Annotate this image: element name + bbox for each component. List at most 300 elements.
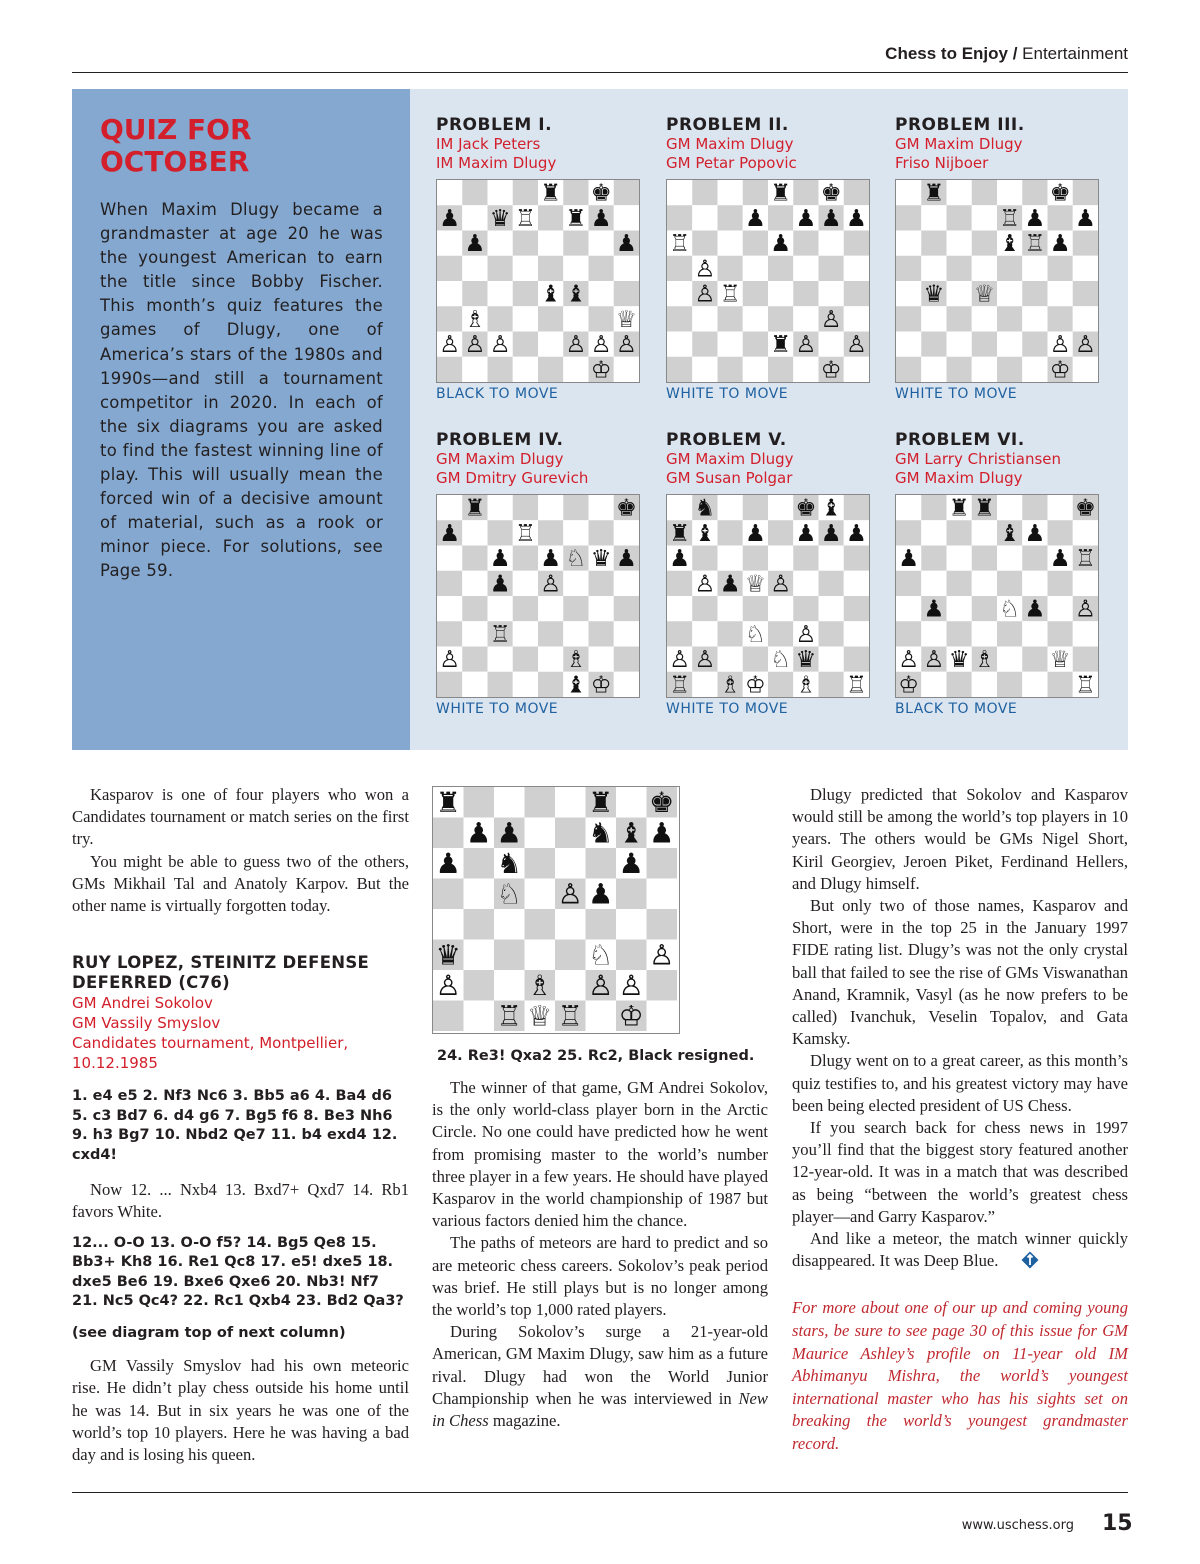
problem-1 [436, 115, 656, 173]
col2-paragraph-3 [432, 1321, 768, 1432]
black-p-piece-icon: ♟ [439, 204, 461, 232]
white-r-piece-icon: ♖ [496, 999, 522, 1031]
board-square [692, 231, 717, 256]
white-p-piece-icon: ♙ [649, 938, 675, 972]
board-square [718, 495, 743, 520]
board-square [997, 281, 1022, 306]
board-square [844, 571, 869, 596]
board-square [488, 256, 513, 281]
black-q-piece-icon: ♛ [489, 204, 511, 232]
black-b-piece-icon: ♝ [694, 519, 716, 547]
black-p-piece-icon: ♟ [719, 570, 741, 598]
board-square [972, 231, 997, 256]
problem-black-player: GM Dmitry Gurevich [436, 469, 589, 487]
board-square [921, 672, 946, 697]
black-r-piece-icon: ♜ [948, 495, 970, 522]
side-to-move: BLACK TO MOVE [895, 701, 1018, 717]
column-1 [72, 784, 409, 1466]
white-q-piece-icon: ♕ [1049, 646, 1071, 674]
board-square [563, 621, 588, 646]
white-r-piece-icon: ♖ [514, 519, 536, 547]
problem-6 [895, 430, 1115, 488]
footer-rule [72, 1492, 1128, 1493]
white-p-piece-icon: ♙ [694, 255, 716, 283]
board-square [464, 787, 495, 818]
board-square [1022, 332, 1047, 357]
board-square [793, 571, 818, 596]
white-p-piece-icon: ♙ [795, 331, 817, 359]
board-square [462, 647, 487, 672]
white-p-piece-icon: ♙ [439, 331, 461, 359]
board-square [667, 621, 692, 646]
board-square [1022, 180, 1047, 205]
board-square [589, 256, 614, 281]
board-square [844, 180, 869, 205]
white-p-piece-icon: ♙ [435, 969, 461, 1003]
problem-board [895, 494, 1099, 698]
board-square [614, 281, 639, 306]
col3-paragraph-1: Dlugy predicted that Sokolov and Kasparov would still be among the world’s top players in 10 years. The others would be GMs Nigel Short, Kiril Georgiev, Jeroen Piket, Ferdinand Hellers, and Dlugy himself. [792, 785, 1128, 893]
board-square [947, 205, 972, 230]
problem-board [666, 179, 870, 383]
board-square [538, 672, 563, 697]
board-square [718, 546, 743, 571]
board-square [718, 256, 743, 281]
white-b-piece-icon: ♗ [973, 646, 995, 674]
board-square [589, 571, 614, 596]
col3-paragraph-4: If you search back for chess news in 1997 you’ll find that the biggest story featured another 12-year-old. It was in a match that was described as being “between the world’s greatest chess player—and Garry Kasparov.” [792, 1118, 1128, 1226]
board-square [667, 306, 692, 331]
col1-closing [72, 1355, 409, 1466]
white-r-piece-icon: ♖ [669, 230, 691, 258]
board-square [972, 520, 997, 545]
white-b-piece-icon: ♗ [719, 671, 741, 697]
board-square [538, 621, 563, 646]
board-square [768, 495, 793, 520]
board-square [997, 647, 1022, 672]
board-square [494, 909, 525, 940]
board-square [437, 672, 462, 697]
board-square [997, 180, 1022, 205]
white-r-piece-icon: ♖ [669, 671, 691, 697]
board-square [488, 596, 513, 621]
board-square [844, 306, 869, 331]
white-p-piece-icon: ♙ [820, 305, 842, 333]
board-square [1073, 621, 1098, 646]
board-square [437, 621, 462, 646]
board-square [768, 256, 793, 281]
board-square [896, 231, 921, 256]
board-square [793, 546, 818, 571]
white-k-piece-icon: ♔ [820, 356, 842, 382]
white-p-piece-icon: ♙ [694, 280, 716, 308]
board-square [997, 672, 1022, 697]
board-square [921, 520, 946, 545]
problem-board-svg [896, 180, 1098, 382]
col1-paragraph-3: Now 12. ... Nxb4 13. Bxd7+ Qxd7 14. Rb1 favors White. [72, 1180, 409, 1222]
board-square [667, 357, 692, 382]
board-square [614, 256, 639, 281]
black-b-piece-icon: ♝ [565, 671, 587, 697]
see-diagram-note: (see diagram top of next column) [72, 1324, 346, 1341]
problem-2 [666, 115, 886, 173]
board-square [614, 672, 639, 697]
board-square [972, 180, 997, 205]
black-p-piece-icon: ♟ [744, 204, 766, 232]
black-p-piece-icon: ♟ [1024, 519, 1046, 547]
board-square [768, 357, 793, 382]
board-square [921, 495, 946, 520]
board-square [647, 970, 678, 1001]
board-square [692, 596, 717, 621]
board-square [555, 940, 586, 971]
board-square [921, 357, 946, 382]
board-square [692, 621, 717, 646]
white-r-piece-icon: ♖ [999, 204, 1021, 232]
side-to-move: WHITE TO MOVE [666, 386, 789, 402]
white-k-piece-icon: ♔ [590, 356, 612, 382]
problem-white-player: IM Jack Peters [436, 135, 541, 153]
board-square [793, 180, 818, 205]
board-square [667, 256, 692, 281]
side-to-move: WHITE TO MOVE [436, 701, 559, 717]
board-square [1073, 180, 1098, 205]
board-square [768, 205, 793, 230]
board-square [538, 357, 563, 382]
board-square [614, 621, 639, 646]
column-2 [432, 1077, 768, 1432]
problem-white-player: GM Larry Christiansen [895, 450, 1062, 468]
black-p-piece-icon: ♟ [1049, 545, 1071, 573]
board-square [947, 520, 972, 545]
white-n-piece-icon: ♘ [565, 545, 587, 573]
board-square [437, 281, 462, 306]
board-square [819, 596, 844, 621]
black-p-piece-icon: ♟ [435, 847, 461, 881]
board-square [819, 256, 844, 281]
black-b-piece-icon: ♝ [540, 280, 562, 308]
board-square [896, 520, 921, 545]
board-square [844, 256, 869, 281]
board-square [1022, 672, 1047, 697]
white-b-piece-icon: ♗ [464, 305, 486, 333]
black-p-piece-icon: ♟ [590, 204, 612, 232]
black-b-piece-icon: ♝ [565, 280, 587, 308]
side-to-move: BLACK TO MOVE [436, 386, 559, 402]
board-square [614, 520, 639, 545]
board-square [462, 281, 487, 306]
board-square [589, 596, 614, 621]
problem-board-svg [437, 495, 639, 697]
board-square [768, 672, 793, 697]
board-square [844, 495, 869, 520]
problem-board [436, 179, 640, 383]
board-square [718, 205, 743, 230]
white-p-piece-icon: ♙ [1049, 331, 1071, 359]
board-square [667, 180, 692, 205]
board-square [462, 520, 487, 545]
header-magazine-section: Chess to Enjoy [885, 44, 1008, 63]
board-square [947, 180, 972, 205]
board-square [589, 495, 614, 520]
board-square [743, 306, 768, 331]
board-square [589, 231, 614, 256]
board-square [437, 571, 462, 596]
black-r-piece-icon: ♜ [588, 787, 614, 820]
white-p-piece-icon: ♙ [588, 969, 614, 1003]
white-p-piece-icon: ♙ [1074, 595, 1096, 623]
white-q-piece-icon: ♕ [973, 280, 995, 308]
board-square [614, 647, 639, 672]
problem-board-svg [896, 495, 1098, 697]
board-square [921, 571, 946, 596]
black-k-piece-icon: ♚ [795, 495, 817, 522]
board-square [972, 596, 997, 621]
black-p-piece-icon: ♟ [795, 204, 817, 232]
board-square [947, 231, 972, 256]
black-k-piece-icon: ♚ [1074, 495, 1096, 522]
black-p-piece-icon: ♟ [744, 519, 766, 547]
board-square [647, 848, 678, 879]
board-square [1022, 281, 1047, 306]
board-square [768, 546, 793, 571]
board-square [513, 621, 538, 646]
problem-title: PROBLEM III. [895, 115, 1025, 135]
board-square [667, 495, 692, 520]
board-square [793, 306, 818, 331]
col2-paragraph-2: The paths of meteors are hard to predict and so are meteoric chess careers. Sokolov’s peak period was brief. He still plays but is no longer among the world’s top 1,000 rated players. [432, 1233, 768, 1320]
board-square [972, 357, 997, 382]
black-p-piece-icon: ♟ [669, 545, 691, 573]
board-square [494, 940, 525, 971]
board-square [896, 256, 921, 281]
col2-paragraph-1: The winner of that game, GM Andrei Sokolov, is the only world-class player born in the Arctic Circle. No one could have predicted how he went from promising master to the world’s number three player in a few years. He should have played Kasparov in the world championship of 1987 but various factors denied him the chance. [432, 1078, 768, 1231]
board-square [614, 205, 639, 230]
board-square [1073, 281, 1098, 306]
board-square [1073, 306, 1098, 331]
board-square [433, 879, 464, 910]
board-square [819, 672, 844, 697]
board-square [972, 672, 997, 697]
board-square [768, 596, 793, 621]
black-n-piece-icon: ♞ [496, 847, 522, 881]
board-square [586, 1001, 617, 1032]
board-square [947, 306, 972, 331]
quiz-title [100, 114, 400, 178]
board-square [896, 281, 921, 306]
black-r-piece-icon: ♜ [770, 331, 792, 359]
white-p-piece-icon: ♙ [489, 331, 511, 359]
board-square [896, 596, 921, 621]
board-square [819, 281, 844, 306]
board-square [525, 909, 556, 940]
running-header [72, 44, 1128, 64]
white-n-piece-icon: ♘ [999, 595, 1021, 623]
board-square [718, 647, 743, 672]
board-square [616, 909, 647, 940]
board-square [513, 306, 538, 331]
board-square [614, 357, 639, 382]
black-p-piece-icon: ♟ [795, 519, 817, 547]
board-square [513, 495, 538, 520]
header-rule [72, 72, 1128, 73]
board-square [768, 621, 793, 646]
col3-p5-text: And like a meteor, the match winner quickly disappeared. It was Deep Blue. [792, 1229, 1128, 1271]
board-square [819, 546, 844, 571]
board-square [437, 495, 462, 520]
board-square [525, 818, 556, 849]
board-square [488, 180, 513, 205]
board-square [1048, 596, 1073, 621]
board-square [1022, 621, 1047, 646]
black-q-piece-icon: ♛ [795, 646, 817, 674]
board-square [513, 546, 538, 571]
board-square [616, 879, 647, 910]
board-square [1073, 231, 1098, 256]
black-r-piece-icon: ♜ [540, 180, 562, 207]
side-to-move: WHITE TO MOVE [666, 701, 789, 717]
board-square [896, 357, 921, 382]
col2-p3-magazine: New in Chess [432, 1388, 768, 1431]
board-square [718, 520, 743, 545]
black-p-piece-icon: ♟ [540, 545, 562, 573]
board-square [743, 357, 768, 382]
board-square [437, 546, 462, 571]
board-square [488, 357, 513, 382]
problem-4 [436, 430, 656, 488]
white-k-piece-icon: ♔ [590, 671, 612, 697]
problem-title: PROBLEM IV. [436, 430, 564, 450]
black-p-piece-icon: ♟ [845, 519, 867, 547]
board-square [586, 909, 617, 940]
board-square [1048, 495, 1073, 520]
problem-title: PROBLEM V. [666, 430, 787, 450]
board-square [1022, 306, 1047, 331]
col3-paragraph-2: But only two of those names, Kasparov and Short, were in the top 25 in the January 1997 FIDE rating list. Dlugy’s was not the only crystal ball that failed to see the rise of GMs Viswanathan Anand, Kramnik, Vasyl (as he now prefers to be called) Ivanchuk, Veselin Topalov, and Gata Kamsky. [792, 896, 1128, 1049]
board-square [972, 621, 997, 646]
board-square [647, 909, 678, 940]
black-p-piece-icon: ♟ [489, 570, 511, 598]
board-square [692, 306, 717, 331]
white-r-piece-icon: ♖ [514, 204, 536, 232]
problem-board [666, 494, 870, 698]
board-square [947, 571, 972, 596]
problem-black-player: GM Maxim Dlugy [895, 469, 1023, 487]
col1-paragraph-4: GM Vassily Smyslov had his own meteoric rise. He didn’t play chess outside his home until he was 14. But in six years he was one of the world’s top 10 players. Here he was having a bad day and is losing his queen. [72, 1356, 409, 1464]
board-square [667, 596, 692, 621]
board-square [563, 495, 588, 520]
black-r-piece-icon: ♜ [973, 495, 995, 522]
white-n-piece-icon: ♘ [770, 646, 792, 674]
board-square [947, 621, 972, 646]
board-square [538, 256, 563, 281]
board-square [1073, 256, 1098, 281]
uschess-end-mark-icon [1003, 1251, 1039, 1275]
board-square [513, 357, 538, 382]
board-square [563, 357, 588, 382]
problem-title: PROBLEM VI. [895, 430, 1025, 450]
board-square [921, 621, 946, 646]
board-square [437, 306, 462, 331]
white-p-piece-icon: ♙ [669, 646, 691, 674]
board-square [896, 180, 921, 205]
board-square [513, 256, 538, 281]
problem-board-svg [437, 180, 639, 382]
black-p-piece-icon: ♟ [615, 230, 637, 258]
problem-black-player: GM Petar Popovic [666, 154, 797, 172]
white-n-piece-icon: ♘ [496, 877, 522, 911]
black-k-piece-icon: ♚ [615, 495, 637, 522]
problem-5 [666, 430, 886, 488]
board-square [464, 940, 495, 971]
board-square [793, 596, 818, 621]
board-square [844, 647, 869, 672]
board-square [494, 787, 525, 818]
board-square [896, 332, 921, 357]
problem-title: PROBLEM I. [436, 115, 553, 135]
board-square [896, 621, 921, 646]
white-p-piece-icon: ♙ [845, 331, 867, 359]
board-square [1022, 357, 1047, 382]
board-square [555, 909, 586, 940]
board-square [1048, 256, 1073, 281]
board-square [718, 180, 743, 205]
board-square [1022, 256, 1047, 281]
board-square [667, 205, 692, 230]
game-moves-1: 1. e4 e5 2. Nf3 Nc6 3. Bb5 a6 4. Ba4 d6 5. c3 Bd7 6. d4 g6 7. Bg5 f6 8. Be3 Nh6 9. h3 Bg7 10. Nbd2 Qe7 11. b4 exd4 12. cxd4! [72, 1088, 398, 1163]
black-n-piece-icon: ♞ [588, 816, 614, 850]
board-square [819, 647, 844, 672]
black-q-piece-icon: ♛ [923, 280, 945, 308]
board-square [513, 647, 538, 672]
board-square [488, 672, 513, 697]
board-square [947, 256, 972, 281]
board-square [718, 357, 743, 382]
black-b-piece-icon: ♝ [999, 230, 1021, 258]
board-square [1022, 546, 1047, 571]
board-square [921, 546, 946, 571]
board-square [464, 879, 495, 910]
board-square [563, 571, 588, 596]
problem-board-svg [667, 495, 869, 697]
board-square [997, 357, 1022, 382]
black-q-piece-icon: ♛ [435, 938, 461, 972]
board-square [538, 495, 563, 520]
board-square [667, 332, 692, 357]
board-square [647, 879, 678, 910]
col1-note-block [72, 1179, 409, 1223]
game-board-svg [433, 787, 677, 1031]
black-r-piece-icon: ♜ [435, 787, 461, 820]
board-square [947, 672, 972, 697]
board-square [921, 256, 946, 281]
white-r-piece-icon: ♖ [557, 999, 583, 1031]
problem-white-player: GM Maxim Dlugy [666, 450, 794, 468]
board-square [525, 787, 556, 818]
problem-board [436, 494, 640, 698]
black-q-piece-icon: ♛ [590, 545, 612, 573]
board-square [997, 256, 1022, 281]
board-square [997, 571, 1022, 596]
board-square [947, 546, 972, 571]
problem-board-svg [667, 180, 869, 382]
black-b-piece-icon: ♝ [999, 519, 1021, 547]
board-square [462, 621, 487, 646]
problem-white-player: GM Maxim Dlugy [436, 450, 564, 468]
board-square [513, 672, 538, 697]
board-square [972, 256, 997, 281]
white-n-piece-icon: ♘ [588, 938, 614, 972]
